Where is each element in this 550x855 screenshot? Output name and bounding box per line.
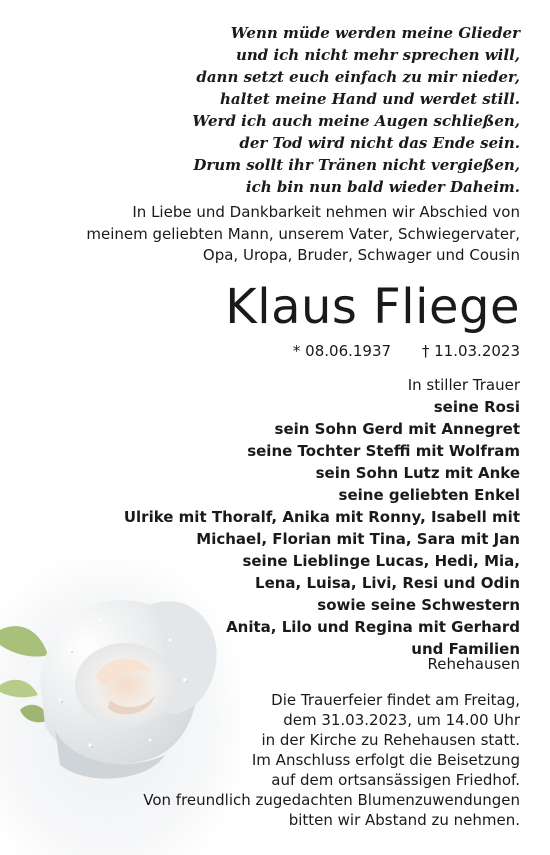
mourners-intro: In stiller Trauer [407,376,520,394]
mourner-line: sein Sohn Lutz mit Anke [315,464,520,482]
mourner-line: Lena, Luisa, Livi, Resi und Odin [255,574,520,592]
intro-line: Opa, Uropa, Bruder, Schwager und Cousin [202,246,520,264]
service-line: Von freundlich zugedachten Blumenzuwendungen [143,791,520,809]
poem-line: haltet meine Hand und werdet still. [220,90,520,108]
poem-block [40,22,520,198]
service-line: Im Anschluss erfolgt die Beisetzung [251,751,520,769]
poem-line: und ich nicht mehr sprechen will, [235,46,520,64]
mourner-line: sein Sohn Gerd mit Annegret [274,420,520,438]
mourner-line: seine Tochter Steffi mit Wolfram [247,442,520,460]
mourners-block [50,374,520,660]
death-date: † 11.03.2023 [421,342,520,360]
service-info [100,690,520,830]
service-line: in der Kirche zu Rehehausen statt. [261,731,520,749]
service-line: dem 31.03.2023, um 14.00 Uhr [283,711,520,729]
service-line: bitten wir Abstand zu nehmen. [288,811,520,829]
poem-line: der Tod wird nicht das Ende sein. [239,134,520,152]
intro-line: In Liebe und Dankbarkeit nehmen wir Abschied von [132,203,520,221]
poem-line: Werd ich auch meine Augen schließen, [192,112,520,130]
mourner-line: Michael, Florian mit Tina, Sara mit Jan [196,530,520,548]
mourner-line: Anita, Lilo und Regina mit Gerhard [226,618,520,636]
intro-line: meinem geliebten Mann, unserem Vater, Schwiegervater, [86,224,520,243]
poem-line: Wenn müde werden meine Glieder [230,24,520,42]
place-name: Rehehausen [427,655,520,673]
mourner-line: seine Rosi [433,398,520,416]
poem-line: ich bin nun bald wieder Daheim. [245,178,520,196]
mourner-line: Ulrike mit Thoralf, Anika mit Ronny, Isabell mit [123,508,520,526]
deceased-name: Klaus Fliege [225,279,520,335]
birth-date: * 08.06.1937 [292,342,392,360]
mourner-line: seine geliebten Enkel [338,486,520,504]
poem-line: dann setzt euch einfach zu mir nieder, [196,68,520,86]
service-line: auf dem ortsansässigen Friedhof. [271,771,520,789]
mourner-line: und Familien [411,640,520,658]
life-dates [293,341,520,361]
mourner-line: sowie seine Schwestern [317,596,520,614]
intro-text [20,202,520,267]
poem-line: Drum sollt ihr Tränen nicht vergießen, [193,156,520,174]
service-line: Die Trauerfeier findet am Freitag, [271,691,520,709]
mourner-line: seine Lieblinge Lucas, Hedi, Mia, [242,552,520,570]
